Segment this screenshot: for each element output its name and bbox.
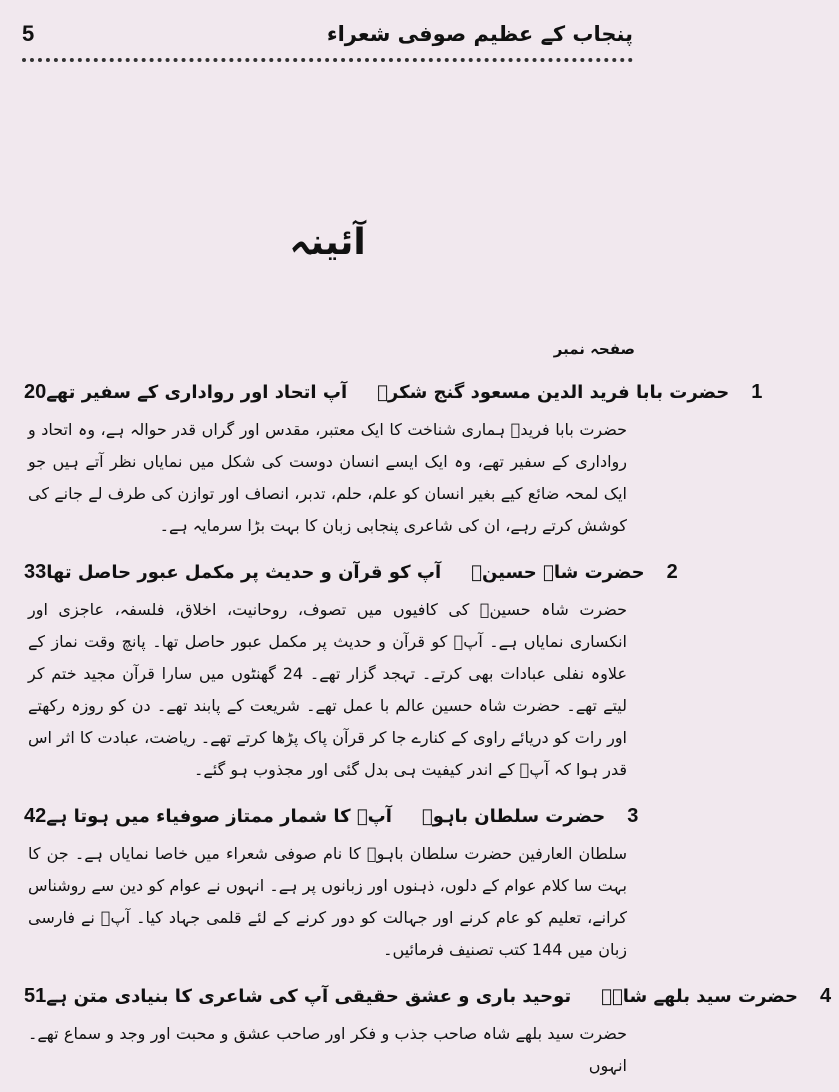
header-dotted-rule xyxy=(22,58,633,62)
entry-summary: حضرت شاہ حسینؒ کی کافیوں میں تصوف، روحانیت، اخلاق، فلسفہ، عاجزی اور انکساری نمایاں ہے۔ آپؒ کو قرآن و حدیث پر مکمل عبور حاصل تھا۔ پانچ وقت نماز کے علاوہ نفلی عبادات بھی کرتے۔ تہجد گزار تھے۔ 24 گھنٹوں میں سارا قرآن مجید ختم کر لیتے تھے۔ حضرت شاہ حسین عالم با عمل تھے۔ شریعت کے پابند تھے۔ دن کو روزہ رکھتے اور رات کو دریائے راوی کے کنارے جا کر قرآن پاک پڑھا کرتے تھے۔ ریاضت، عبادت کا اثر اس قدر ہوا کہ آپؒ کے اندر کیفیت ہی بدل گئی اور مجذوب ہو گئے۔ xyxy=(28,600,628,779)
entry-theme: آپ اتحاد اور رواداری کے سفیر تھے xyxy=(46,381,348,403)
entry-number: 1 xyxy=(751,380,763,403)
running-title: پنجاب کے عظیم صوفی شعراء xyxy=(326,22,633,46)
entry-heading xyxy=(46,985,839,1008)
entry-page-number: 33 xyxy=(24,560,47,583)
entry-heading xyxy=(46,805,646,828)
page-number-column-label: صفحہ نمبر xyxy=(553,340,635,358)
page-header xyxy=(22,14,633,54)
entry-number: 4 xyxy=(819,984,832,1007)
entry-page-number: 51 xyxy=(24,984,47,1007)
entry-poet-name: حضرت سید بلھے شاہؒ xyxy=(601,985,798,1007)
entry-page-number: 42 xyxy=(24,804,47,827)
entry-poet-name: حضرت سلطان باہوؒ xyxy=(421,805,606,827)
entry-heading-row xyxy=(20,372,763,412)
entry-number: 3 xyxy=(627,804,639,827)
entry-number: 2 xyxy=(666,560,678,583)
contents-entry xyxy=(20,372,763,542)
entry-heading xyxy=(46,561,685,584)
entry-heading-row xyxy=(20,796,639,836)
entry-summary: سلطان العارفین حضرت سلطان باہوؒ کا نام صوفی شعراء میں خاصا نمایاں ہے۔ جن کا بہت سا کلام عوام کے دلوں، ذہنوں اور زبانوں پر ہے۔ انہوں نے عوام کو دین سے روشناس کرانے، تعلیم کو عام کرنے اور جہالت کو دور کرنے کے لئے قلمی جہاد کیا۔ آپؒ نے فارسی زبان میں 144 کتب تصنیف فرمائیں۔ xyxy=(28,844,627,959)
entry-poet-name: حضرت بابا فرید الدین مسعود گنج شکرؒ xyxy=(377,381,730,403)
entry-summary: حضرت بابا فریدؒ ہماری شناخت کا ایک معتبر، مقدس اور گراں قدر حوالہ ہے، وہ اتحاد و رواداری کے سفیر تھے، وہ ایک ایسے انسان دوست کی شکل میں نمایاں نظر آتے ہیں جو ایک لمحہ ضائع کیے بغیر انسان کو علم، حلم، تدبر، انصاف اور توازن کی طرف لے جانے کی کوشش کرتے رہے، ان کی شاعری پنجابی زبان کا بہت بڑا سرمایہ ہے۔ xyxy=(28,420,627,535)
entry-theme: توحید باری و عشق حقیقی آپ کی شاعری کا بنیادی متن ہے xyxy=(46,985,572,1007)
entry-theme: آپؒ کا شمار ممتاز صوفیاء میں ہوتا ہے xyxy=(46,805,392,827)
contents-entry xyxy=(20,976,832,1082)
page-number: 5 xyxy=(22,21,35,46)
contents-entry xyxy=(20,796,639,966)
entry-heading xyxy=(46,381,770,404)
contents-entry xyxy=(20,552,678,786)
entry-theme: آپ کو قرآن و حدیث پر مکمل عبور حاصل تھا xyxy=(46,561,442,583)
entry-page-number: 20 xyxy=(24,380,47,403)
entry-heading-row xyxy=(20,552,678,592)
contents-title: آئینہ xyxy=(289,222,366,263)
entry-heading-row xyxy=(20,976,832,1016)
entry-poet-name: حضرت شاہ حسینؒ xyxy=(471,561,645,583)
contents-entries xyxy=(20,372,832,1092)
entry-summary: حضرت سید بلھے شاہ صاحب جذب و فکر اور صاحب عشق و محبت اور وجد و سماع تھے۔ انہوں xyxy=(28,1024,627,1075)
